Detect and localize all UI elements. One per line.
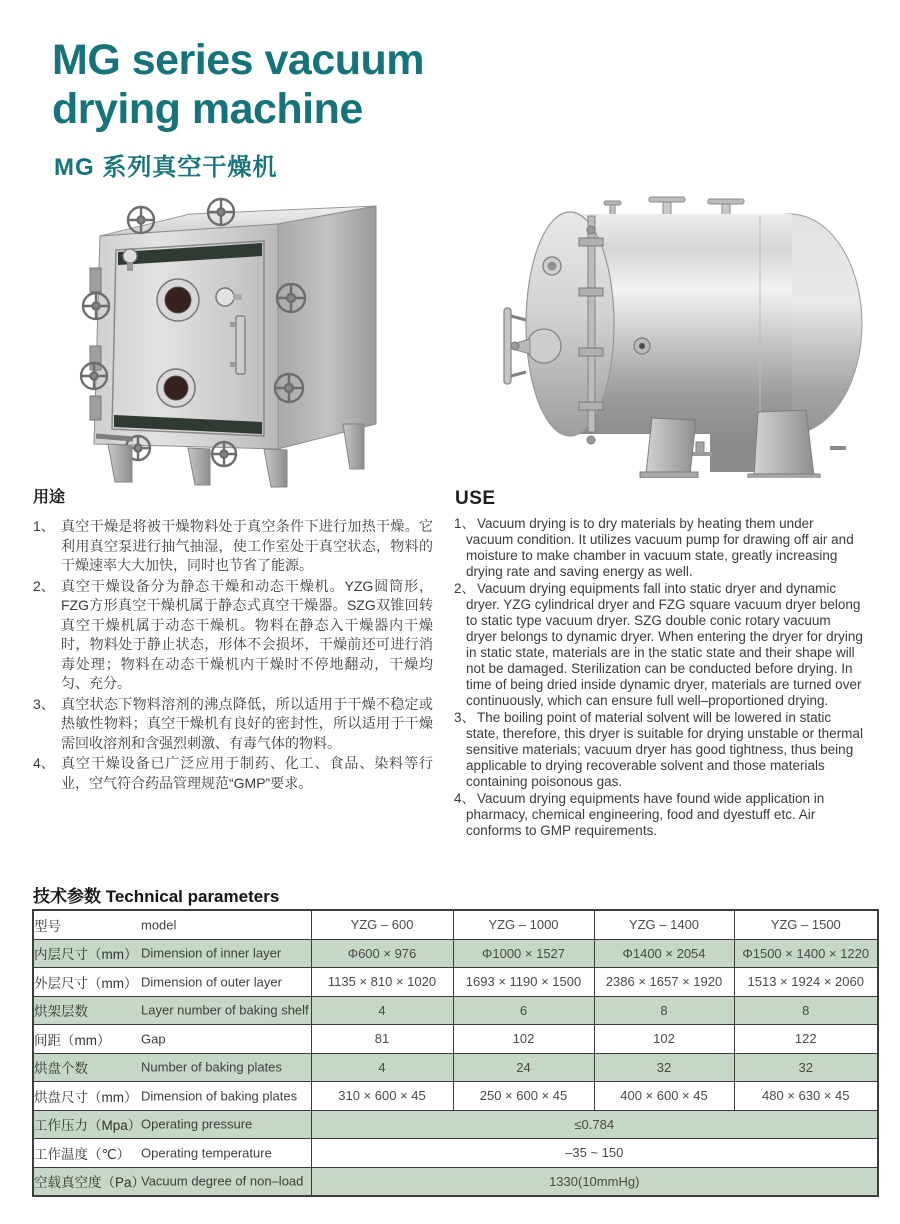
- use-heading-en: USE: [455, 488, 496, 509]
- list-item: 2、 Vacuum drying equipments fall into static dryer and dynamic dryer. YZG cylindrical dryer and FZG square vacuum dryer belong to static type vacuum dryer. SZG double conic rotary vacuum dryer belongs to dynamic dryer. When entering the dryer for drying in static state, materials are in the static state and their shape will not be damaged. Sterilization can be conducted before drying. In time of being dried inside dynamic dryer, materials are turned over continuously, which can ensure full well–proportioned drying.: [454, 581, 863, 708]
- table-row: [33, 1025, 878, 1054]
- row-label-en: Dimension of baking plates: [141, 1088, 298, 1104]
- use-section-en: [455, 488, 863, 840]
- value-cell: 4: [311, 1053, 453, 1082]
- table-row: [33, 939, 878, 968]
- row-label-zh: 型号: [34, 918, 61, 934]
- row-label-zh: 外层尺寸（mm）: [34, 975, 138, 991]
- list-item: 4、 Vacuum drying equipments have found wide application in pharmacy, chemical engineering, food and dyestuff etc. Air conforms to GMP requirements.: [454, 791, 825, 838]
- row-label-en: Dimension of outer layer: [141, 974, 282, 990]
- list-item: 1、 真空干燥是将被干燥物料处于真空条件下进行加热干燥。它利用真空泵进行抽气抽湿，使工作室处于真空状态，物料的干燥速率大大加快，同时也节省了能源。: [33, 518, 433, 573]
- value-cell: 32: [594, 1053, 734, 1082]
- row-label-en: Operating pressure: [141, 1116, 253, 1132]
- use-list-zh: [33, 517, 433, 793]
- value-cell: Φ1000 × 1527: [453, 939, 594, 968]
- table-row-model: [33, 910, 878, 939]
- cylindrical-vacuum-dryer-image: [460, 196, 880, 478]
- model-cell: YZG – 600: [311, 910, 453, 939]
- row-label-zh: 烘盘尺寸（mm）: [34, 1089, 138, 1105]
- value-cell: 4: [311, 996, 453, 1025]
- value-cell: 24: [453, 1053, 594, 1082]
- value-cell: 400 × 600 × 45: [594, 1082, 734, 1111]
- table-row: [33, 1082, 878, 1111]
- value-cell: 310 × 600 × 45: [311, 1082, 453, 1111]
- merged-value-cell: 1330(10mmHg): [311, 1167, 878, 1196]
- row-label-en: Dimension of inner layer: [141, 945, 282, 961]
- value-cell: 1513 × 1924 × 2060: [734, 968, 878, 997]
- list-item: 2、 真空干燥设备分为静态干燥和动态干燥机。YZG圆筒形，FZG方形真空干燥机属于静态式真空干燥器。SZG双锥回转真空干燥机属于动态干燥机。物料在静态入干燥器内干燥时，物料处于静止状态，形体不会损坏，干燥前还可进行消毒处理；物料在动态干燥机内干燥时不停地翻动，干燥均匀、充分。: [33, 577, 433, 691]
- value-cell: 8: [734, 996, 878, 1025]
- row-label-en: Gap: [141, 1031, 166, 1047]
- row-label-zh: 烘盘个数: [34, 1061, 88, 1077]
- value-cell: 1135 × 810 × 1020: [311, 968, 453, 997]
- row-label-en: Number of baking plates: [141, 1059, 282, 1075]
- list-item: 1、 Vacuum drying is to dry materials by heating them under vacuum condition. It utilizes vacuum pump for drawing off air and moisture to make chamber in vacuum state, greatly increasing drying rate and saving energy as well.: [454, 516, 854, 579]
- value-cell: 1693 × 1190 × 1500: [453, 968, 594, 997]
- table-row: [33, 996, 878, 1025]
- tech-parameters-title: 技术参数 Technical parameters: [33, 887, 280, 906]
- merged-value-cell: ≤0.784: [311, 1110, 878, 1139]
- value-cell: 480 × 630 × 45: [734, 1082, 878, 1111]
- value-cell: Φ1400 × 2054: [594, 939, 734, 968]
- row-label-zh: 工作压力（Mpa）: [34, 1118, 142, 1134]
- use-list-en: [455, 516, 863, 839]
- model-cell: YZG – 1400: [594, 910, 734, 939]
- list-item: 3、 The boiling point of material solvent will be lowered in static state, therefore, this dryer is suitable for drying unstable or thermal sensitive materials; vacuum dryer has good tightness, thus being applicable to drying recoverable solvent and those materials containing poisonous gas.: [454, 710, 863, 789]
- value-cell: 122: [734, 1025, 878, 1054]
- tech-parameters-table: [32, 909, 879, 1197]
- list-item: 3、 真空状态下物料溶剂的沸点降低，所以适用于干燥不稳定或热敏性物料；真空干燥机有良好的密封性，所以适用于干燥需回收溶剂和含强烈刺激、有毒气体的物料。: [33, 695, 433, 751]
- row-label-en: model: [141, 917, 177, 933]
- value-cell: 8: [594, 996, 734, 1025]
- table-row: [33, 1053, 878, 1082]
- row-label-zh: 内层尺寸（mm）: [34, 947, 138, 963]
- table-row: [33, 968, 878, 997]
- row-label-zh: 空载真空度（Pa）: [34, 1175, 146, 1191]
- model-cell: YZG – 1500: [734, 910, 878, 939]
- value-cell: 250 × 600 × 45: [453, 1082, 594, 1111]
- table-row: [33, 1139, 878, 1168]
- value-cell: 6: [453, 996, 594, 1025]
- row-label-en: Vacuum degree of non–load: [141, 1173, 304, 1189]
- page-title-line1: MG series vacuum: [52, 36, 425, 84]
- page-title: [52, 36, 424, 134]
- row-label-zh: 间距（mm）: [34, 1032, 111, 1048]
- row-label-en: Layer number of baking shelf: [141, 1002, 309, 1018]
- square-vacuum-dryer-image: [38, 196, 443, 488]
- row-label-zh: 烘架层数: [34, 1004, 88, 1020]
- row-label-zh: 工作温度（℃）: [34, 1146, 131, 1162]
- row-label-en: Operating temperature: [141, 1145, 272, 1161]
- value-cell: 102: [594, 1025, 734, 1054]
- value-cell: 2386 × 1657 × 1920: [594, 968, 734, 997]
- use-heading-zh: 用途: [33, 489, 66, 506]
- value-cell: 81: [311, 1025, 453, 1054]
- value-cell: Φ1500 × 1400 × 1220: [734, 939, 878, 968]
- page-subtitle-zh: MG 系列真空干燥机: [54, 154, 278, 181]
- use-section-zh: [33, 484, 433, 794]
- value-cell: Φ600 × 976: [311, 939, 453, 968]
- merged-value-cell: –35 ~ 150: [311, 1139, 878, 1168]
- table-row: [33, 1110, 878, 1139]
- model-cell: YZG – 1000: [453, 910, 594, 939]
- table-row: [33, 1167, 878, 1196]
- value-cell: 102: [453, 1025, 594, 1054]
- list-item: 4、 真空干燥设备已广泛应用于制药、化工、食品、染料等行业，空气符合药品管理规范“GMP”要求。: [33, 755, 433, 791]
- value-cell: 32: [734, 1053, 878, 1082]
- page-title-line2: drying machine: [52, 85, 363, 133]
